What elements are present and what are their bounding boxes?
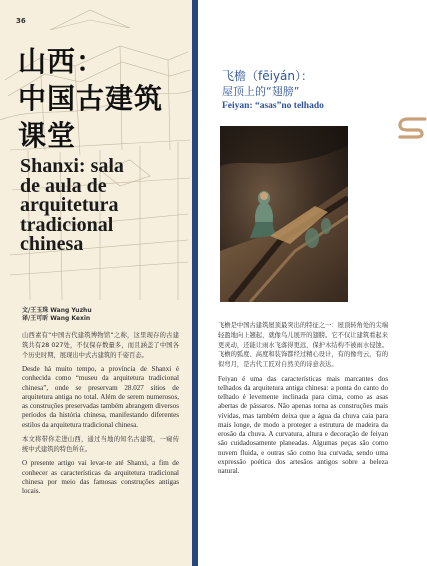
left-body-text xyxy=(22,331,179,501)
right-column xyxy=(198,0,427,566)
chinese-title xyxy=(18,44,188,155)
chinese-paragraph: 本文将带你走进山西，通过当地的知名古建筑，一窥传统中式建筑的特色所在。 xyxy=(22,435,179,453)
section-heading-portuguese: Feiyan: “asas”no telhado xyxy=(222,100,324,111)
portuguese-paragraph: O presente artigo vai levar-te até Shanxi, a fim de conhecer as características da arquitetura tradicional chinesa por meio das famosas construções antigas locais. xyxy=(22,459,179,495)
chinese-paragraph: 飞檐是中国古建筑屋顶最突出的特征之一：屋顶转角处的尖端轻盈地向上翘起，就像鸟儿展开的翅膀。它不仅让建筑看起来更灵动，还能让雨水飞落得更远，保护木结构不被雨水侵蚀。飞檐的弧度、高度和装饰都经过精心设计，有的像弯云，有的似弯月，是古代工匠对自然美的诗意表达。 xyxy=(218,322,389,368)
s-shape-marker xyxy=(398,115,427,141)
writer-credit: 文/王玉珠 Wang Yuzhu xyxy=(22,307,92,314)
roof-eave-photo xyxy=(220,126,348,302)
portuguese-title-line: arquitetura xyxy=(20,194,119,217)
portuguese-title-line: Shanxi: sala xyxy=(20,155,124,177)
portuguese-title-line: chinesa xyxy=(20,233,84,256)
section-heading-chinese: 飞檐（fēiyán）： xyxy=(222,69,314,83)
chinese-paragraph: 山西素有“中国古代建筑博物馆”之称，这里现存的古建筑共有28 027处，不仅保存数量多，而且涵盖了中国各个历史时期，展现出中式古建筑的千姿百态。 xyxy=(22,332,179,359)
author-credits xyxy=(22,307,92,323)
left-column xyxy=(0,0,192,566)
translator-credit: 译/王可昕 Wang Kexin xyxy=(22,315,91,323)
portuguese-paragraph: Feiyan é uma das características mais marcantes dos telhados da arquitetura antiga chinesa: a ponta do canto do telhado é levemente inclinada para cima, como as asas abertas de pássaros. Não apenas torna as construções mais vívidas, mas também deixa que a água da chuva caia para mais longe, de modo a proteger a estrutura de madeira da erosão da chuva. A curvatura, altura e decoração de feiyan são cuidadosamente planeadas. Algumas peças são como nuvem fluida, e outras são como lua curvada, sendo uma expressão poética dos artesãos antigos sobre a beleza natural. xyxy=(218,374,388,475)
portuguese-title-line: tradicional xyxy=(20,213,114,236)
chinese-title-line: 中国古建筑 xyxy=(18,81,164,115)
page-number: 36 xyxy=(16,17,26,25)
portuguese-title xyxy=(20,157,190,255)
section-heading xyxy=(222,69,412,113)
chinese-title-line: 课堂 xyxy=(18,118,77,152)
portuguese-title-line: de aula de xyxy=(20,174,107,197)
portuguese-paragraph: Desde há muito tempo, a província de Shanxi é conhecida como “museu da arquitetura tradicional chinesa”, onde se preservam 28.027 sítios de arquitetura antiga no total. Além de serem numerosos, as construções preservadas também abrangem diversos períodos da história chinesa, manifestando diferentes estilos da arquitetura tradicional chinesa. xyxy=(22,365,179,429)
roof-eave-figurine-image xyxy=(220,126,348,302)
section-heading-chinese-subtitle: 屋顶上的“翅膀” xyxy=(222,84,300,98)
chinese-title-line: 山西： xyxy=(18,45,106,78)
right-body-text xyxy=(218,321,388,481)
